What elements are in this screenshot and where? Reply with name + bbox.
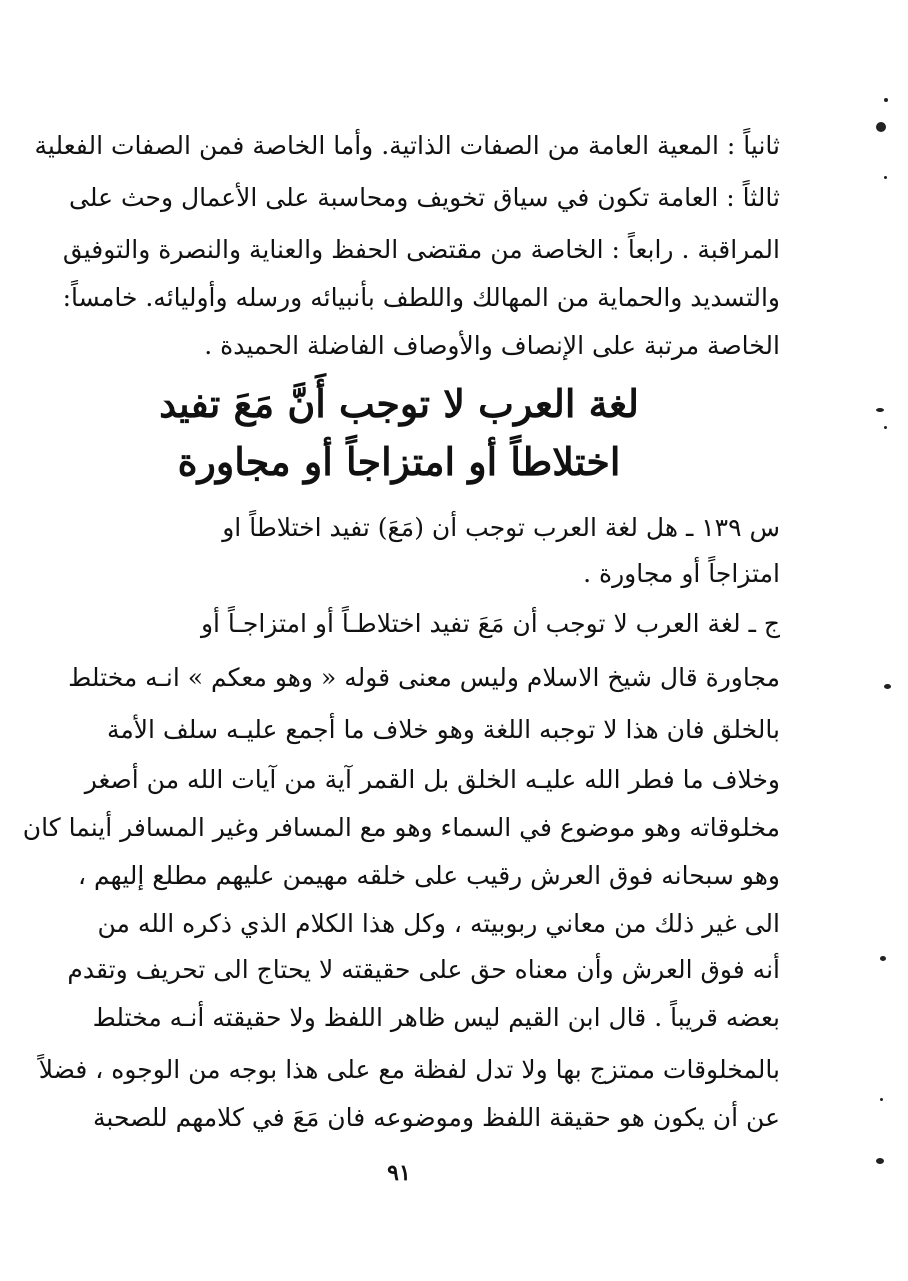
section-heading-text: لغة العرب لا توجب أَنَّ مَعَ تفيد [159,381,639,426]
scan-speck [880,956,886,961]
scan-speck [884,98,888,102]
scan-speck [880,1098,883,1101]
section-heading-line-1 [0,378,908,430]
paragraph-line: ثالثاً : العامة تكون في سياق تخويف ومحاسبة على الأعمال وحث على [68,183,780,212]
answer-line: عن أن يكون هو حقيقة اللفظ وموضوعه فان مَعَ في كلامهم للصحبة [93,1103,780,1132]
scan-speck [884,176,887,179]
section-heading-text: اختلاطاً أو امتزاجاً أو مجاورة [177,439,621,484]
answer-line: بالمخلوقات ممتزج بها ولا تدل لفظة مع على هذا بوجه من الوجوه ، فضلاً [38,1055,780,1084]
scan-speck [884,684,891,689]
page-number: ٩١ [387,1160,411,1186]
scan-speck [876,1158,884,1164]
question-line: امتزاجاً أو مجاورة . [583,559,780,588]
question-line: س ١٣٩ ـ هل لغة العرب توجب أن (مَعَ) تفيد اختلاطاً او [222,513,780,542]
section-heading-line-2 [0,436,908,488]
answer-line: وهو سبحانه فوق العرش رقيب على خلقه مهيمن عليهم مطلع إليهم ، [78,861,780,890]
answer-line: ج ـ لغة العرب لا توجب أن مَعَ تفيد اختلاطـاً أو امتزاجـاً أو [200,609,780,638]
answer-line: بعضه قريباً . قال ابن القيم ليس ظاهر اللفظ ولا حقيقته أنـه مختلط [92,1003,780,1032]
answer-line: الى غير ذلك من معاني ربوبيته ، وكل هذا الكلام الذي ذكره الله من [97,909,780,938]
paragraph-line: والتسديد والحماية من المهالك واللطف بأنبيائه ورسله وأوليائه. خامساً: [62,283,780,312]
scan-speck [876,122,886,132]
paragraph-line: المراقبة . رابعاً : الخاصة من مقتضى الحفظ والعناية والنصرة والتوفيق [62,235,780,264]
answer-line: أنه فوق العرش وأن معناه حق على حقيقته لا يحتاج الى تحريف وتقدم [67,955,780,984]
answer-line: وخلاف ما فطر الله عليـه الخلق بل القمر آية من آيات الله من أصغر [84,765,780,794]
scan-speck [884,426,887,429]
answer-line: مخلوقاته وهو موضوع في السماء وهو مع المسافر وغير المسافر أينما كان [22,813,780,842]
scan-speck [876,408,884,412]
answer-line: بالخلق فان هذا لا توجبه اللغة وهو خلاف ما أجمع عليـه سلف الأمة [106,715,780,744]
answer-line: مجاورة قال شيخ الاسلام وليس معنى قوله « وهو معكم » انـه مختلط [68,663,780,692]
paragraph-line: الخاصة مرتبة على الإنصاف والأوصاف الفاضلة الحميدة . [204,331,780,360]
paragraph-line: ثانياً : المعية العامة من الصفات الذاتية. وأما الخاصة فمن الصفات الفعلية [34,131,780,160]
